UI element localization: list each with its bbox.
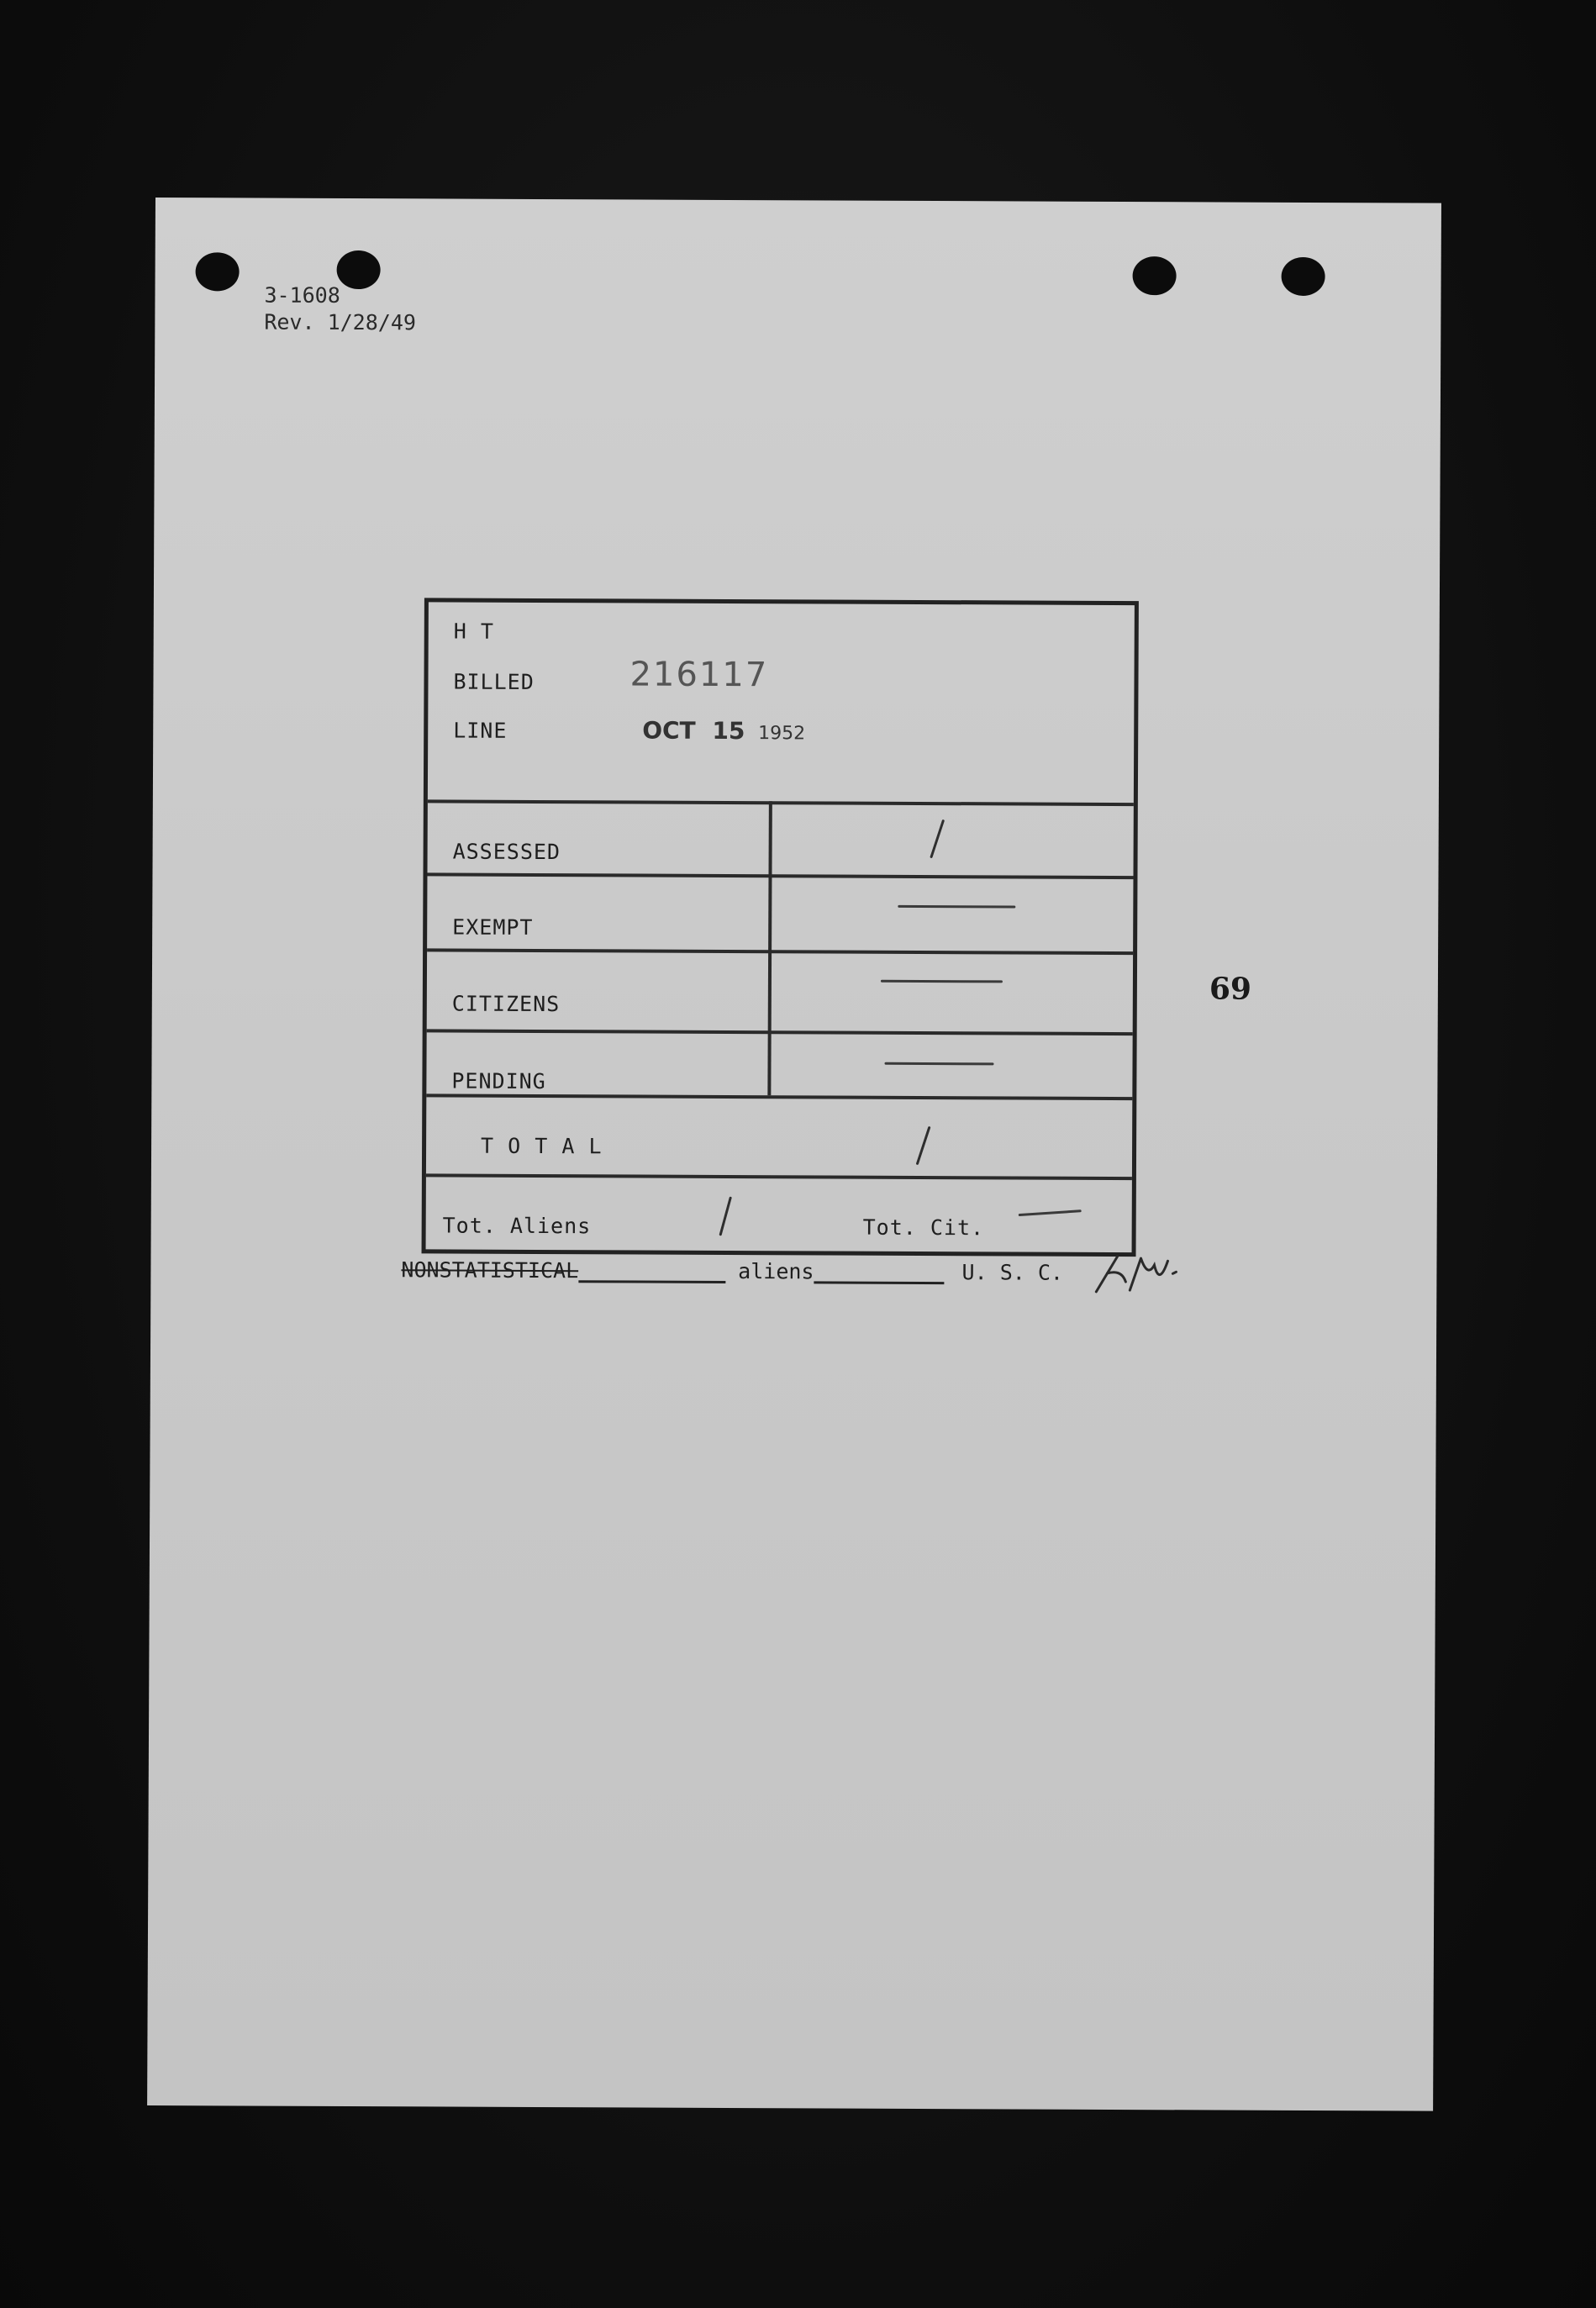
billed-label: BILLED [453,669,535,694]
tot-aliens-value [719,1196,732,1236]
usc-label: U. S. C. [961,1260,1064,1285]
punch-hole [1133,256,1177,295]
nonstatistical-blank [578,1260,725,1283]
document-sheet [147,198,1441,2111]
handwritten-initials [1092,1248,1184,1299]
nonstatistical-line [401,1257,1063,1284]
tot-cit-value [1019,1209,1082,1216]
exempt-value [898,905,1015,909]
aliens-label: aliens [738,1259,814,1284]
pending-value [885,1062,994,1066]
form-number: 3-1608 [264,282,340,308]
billing-stamp [422,598,1139,1257]
total-label: T O T A L [481,1133,603,1159]
stamp-column-divider [767,801,772,1095]
assessed-label: ASSESSED [452,839,561,865]
aliens-blank [814,1261,944,1284]
line-date-day: 15 [712,716,745,746]
stamp-divider [427,948,1133,955]
tot-cit-label: Tot. Cit. [862,1215,985,1241]
stamp-divider [426,1173,1132,1180]
form-revision: Rev. 1/28/49 [264,309,417,335]
stamp-divider [428,799,1134,806]
tot-aliens-label: Tot. Aliens [442,1213,592,1239]
punch-hole [196,252,240,291]
page-number: 69 [1209,971,1252,1007]
line-label: LINE [453,718,508,743]
line-date-month: OCT [642,716,696,745]
nonstatistical-label: NONSTATISTICAL [401,1257,579,1283]
citizens-value [881,980,1003,983]
stamp-divider [427,872,1133,879]
total-value [916,1126,931,1166]
billed-value: 216117 [629,655,769,695]
assessed-value [930,819,945,859]
citizens-label: CITIZENS [451,991,561,1017]
stamp-header-code: H T [453,619,494,644]
punch-hole [1282,257,1325,296]
line-date [642,717,805,746]
stamp-divider [427,1029,1133,1035]
pending-label: PENDING [451,1068,546,1094]
exempt-label: EXEMPT [452,914,534,940]
line-date-year: 1952 [758,723,806,745]
form-identifier [264,282,416,337]
stamp-divider [426,1093,1132,1100]
